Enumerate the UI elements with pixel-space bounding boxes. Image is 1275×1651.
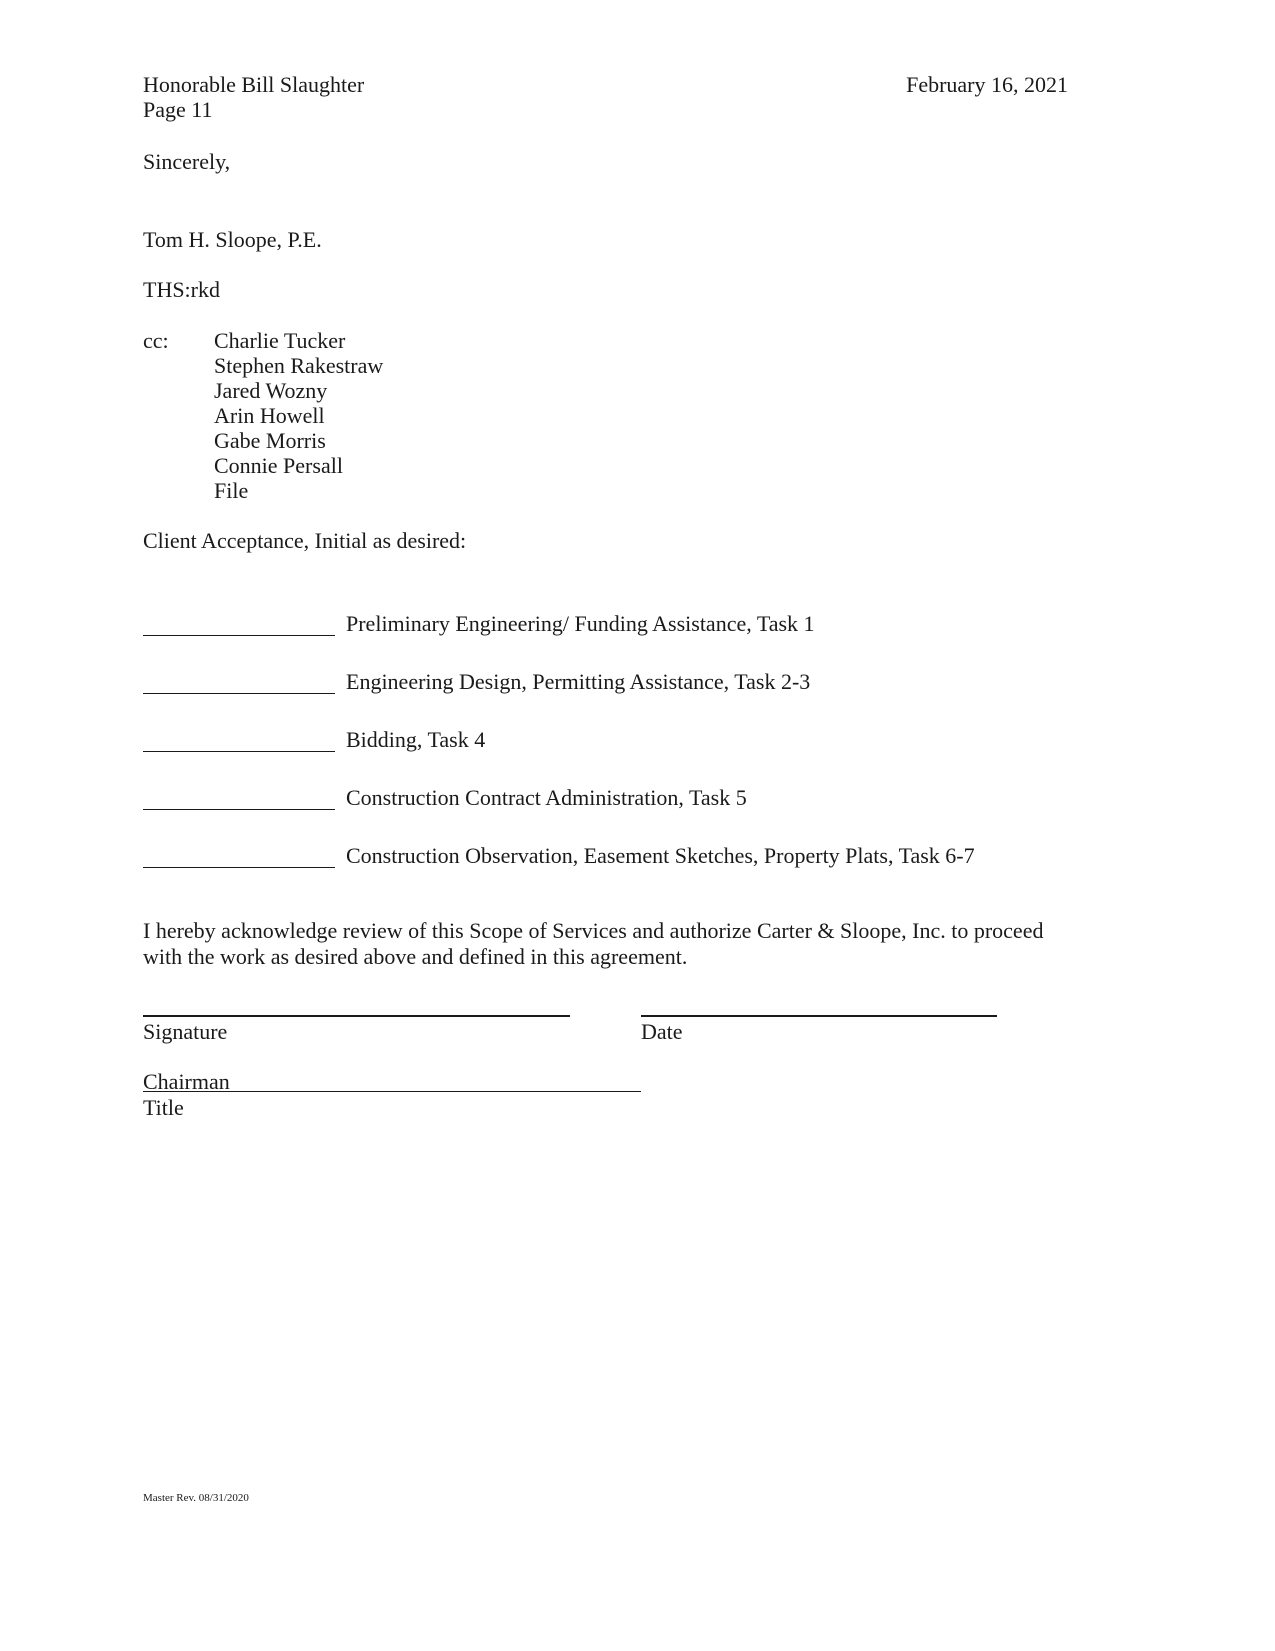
cc-name: Charlie Tucker: [214, 328, 346, 353]
initial-line-task-6-7[interactable]: [143, 867, 335, 868]
cc-name: Arin Howell: [214, 403, 325, 428]
initial-line-task-4[interactable]: [143, 751, 335, 752]
revision-footer: Master Rev. 08/31/2020: [143, 1492, 249, 1504]
signature-line[interactable]: [143, 1015, 570, 1017]
signer-name: Tom H. Sloope, P.E.: [143, 227, 322, 252]
letter-date: February 16, 2021: [906, 72, 1068, 97]
acceptance-heading: Client Acceptance, Initial as desired:: [143, 528, 467, 553]
reference-initials: THS:rkd: [143, 277, 220, 302]
date-label: Date: [641, 1019, 683, 1044]
task-label: Bidding, Task 4: [346, 727, 486, 752]
page-number: Page 11: [143, 97, 213, 122]
initial-line-task-2-3[interactable]: [143, 693, 335, 694]
closing: Sincerely,: [143, 149, 231, 174]
recipient-name: Honorable Bill Slaughter: [143, 72, 365, 97]
initial-line-task-5[interactable]: [143, 809, 335, 810]
cc-name: Gabe Morris: [214, 428, 326, 453]
cc-name: File: [214, 478, 249, 503]
acknowledgment-line-2: with the work as desired above and defined in this agreement.: [143, 944, 688, 969]
task-label: Construction Observation, Easement Sketches, Property Plats, Task 6-7: [346, 843, 975, 868]
title-value: Chairman: [143, 1069, 230, 1094]
signature-label: Signature: [143, 1019, 228, 1044]
acknowledgment-line-1: I hereby acknowledge review of this Scope of Services and authorize Carter & Sloope, Inc. to proceed: [143, 918, 1044, 943]
task-label: Construction Contract Administration, Task 5: [346, 785, 747, 810]
cc-name: Connie Persall: [214, 453, 343, 478]
cc-name: Stephen Rakestraw: [214, 353, 384, 378]
initial-line-task-1[interactable]: [143, 635, 335, 636]
task-label: Preliminary Engineering/ Funding Assistance, Task 1: [346, 611, 815, 636]
date-line[interactable]: [641, 1015, 997, 1017]
title-label: Title: [143, 1095, 184, 1120]
title-line[interactable]: [143, 1091, 641, 1092]
task-label: Engineering Design, Permitting Assistance, Task 2-3: [346, 669, 811, 694]
cc-name: Jared Wozny: [214, 378, 328, 403]
cc-label: cc:: [143, 328, 169, 353]
